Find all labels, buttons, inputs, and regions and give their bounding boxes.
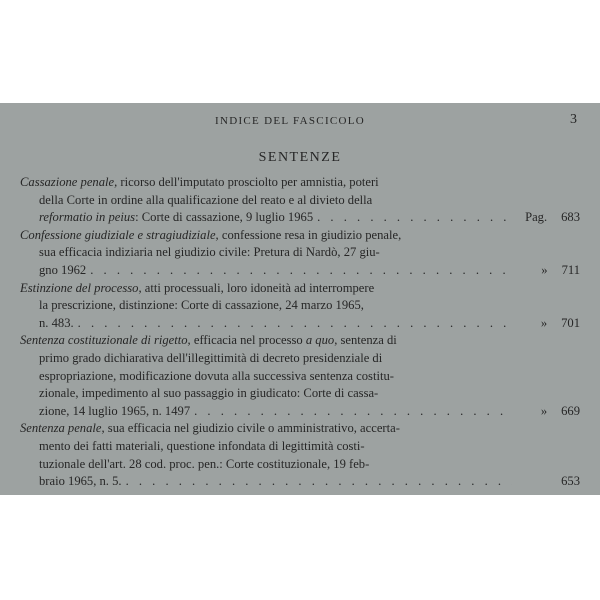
page-header	[0, 112, 600, 131]
entry-line	[20, 209, 580, 227]
entry-text: atti processuali, loro idoneità ad interrompere	[141, 280, 375, 295]
page-reference	[518, 403, 580, 421]
page-value: 683	[561, 210, 580, 225]
dot-leader	[78, 315, 512, 333]
dot-leader	[126, 473, 512, 491]
page-prefix: Pag.	[525, 210, 548, 225]
entry-text: n. 483.	[39, 315, 74, 330]
entry-line	[20, 174, 580, 192]
page-value: 669	[561, 403, 580, 418]
page-value: 711	[561, 262, 580, 277]
entry-latin-phrase: a quo	[305, 333, 335, 348]
entry-line: tuzionale dell'art. 28 cod. proc. pen.: Corte costituzionale, 19 feb-	[39, 456, 370, 471]
section-title: SENTENZE	[258, 150, 342, 165]
entry-line: espropriazione, modificazione dovuta alla successiva sentenza costitu-	[39, 368, 394, 383]
entry-line	[20, 420, 580, 438]
entry-text: ricorso dell'imputato prosciolto per amnistia, poteri	[117, 175, 379, 189]
entry-latin-phrase: reformatio in peius	[39, 210, 136, 225]
entry-line: zionale, impedimento al suo passaggio in giudicato: Corte di cassa-	[39, 386, 379, 401]
index-entries	[20, 174, 580, 491]
page-value: 653	[561, 474, 580, 489]
entry-subject: Confessione giudiziale e stragiudiziale,	[20, 227, 219, 242]
entry-line: primo grado dichiarativa dell'illegittimità di decreto presidenziale di	[39, 350, 383, 365]
page-reference	[518, 315, 580, 333]
entry-line	[20, 262, 580, 280]
entry-text: efficacia nel processo	[190, 333, 306, 348]
entry-text: gno 1962	[39, 262, 87, 277]
entry-text: : Corte di cassazione, 9 luglio 1965	[135, 210, 314, 225]
entry-line	[20, 227, 580, 245]
index-entry-sentenza-costituzionale	[20, 332, 580, 420]
entry-line	[20, 280, 580, 298]
index-entry-confessione	[20, 227, 580, 280]
entry-subject: Estinzione del processo,	[20, 280, 142, 295]
index-entry-sentenza-penale	[20, 420, 580, 490]
entry-subject: Cassazione penale,	[20, 175, 118, 189]
entry-line	[20, 315, 580, 333]
page-number: 3	[570, 112, 577, 127]
page-value: 701	[561, 315, 580, 330]
page-prefix: »	[540, 403, 548, 418]
entry-text: braio 1965, n. 5.	[39, 474, 122, 489]
entry-text: zione, 14 luglio 1965, n. 1497	[39, 403, 191, 418]
entry-line: sua efficacia indiziaria nel giudizio civile: Pretura di Nardò, 27 giu-	[39, 245, 380, 260]
entry-line	[20, 473, 580, 491]
entry-line	[20, 403, 580, 421]
index-page	[0, 103, 600, 495]
page-reference	[518, 473, 580, 491]
entry-line	[20, 332, 580, 350]
dot-leader	[317, 209, 512, 227]
dot-leader	[194, 403, 512, 421]
header-title: INDICE DEL FASCICOLO	[215, 115, 366, 127]
entry-subject: Sentenza penale,	[20, 421, 105, 436]
page-reference	[518, 209, 580, 227]
entry-subject: Sentenza costituzionale di rigetto,	[20, 333, 191, 348]
entry-text: , sentenza di	[334, 333, 397, 348]
index-entry-estinzione	[20, 280, 580, 333]
page-prefix: »	[540, 315, 548, 330]
entry-line: mento dei fatti materiali, questione infondata di legittimità costi-	[39, 438, 365, 453]
entry-text: confessione resa in giudizio penale,	[218, 227, 402, 242]
page-reference	[518, 262, 580, 280]
entry-line: la prescrizione, distinzione: Corte di cassazione, 24 marzo 1965,	[39, 298, 364, 313]
entry-line: della Corte in ordine alla qualificazione del reato e al divieto della	[39, 192, 373, 207]
page-prefix: »	[541, 262, 548, 277]
dot-leader	[90, 262, 512, 280]
entry-text: sua efficacia nel giudizio civile o amministrativo, accerta-	[104, 421, 400, 436]
index-entry-cassazione-penale	[20, 174, 580, 227]
